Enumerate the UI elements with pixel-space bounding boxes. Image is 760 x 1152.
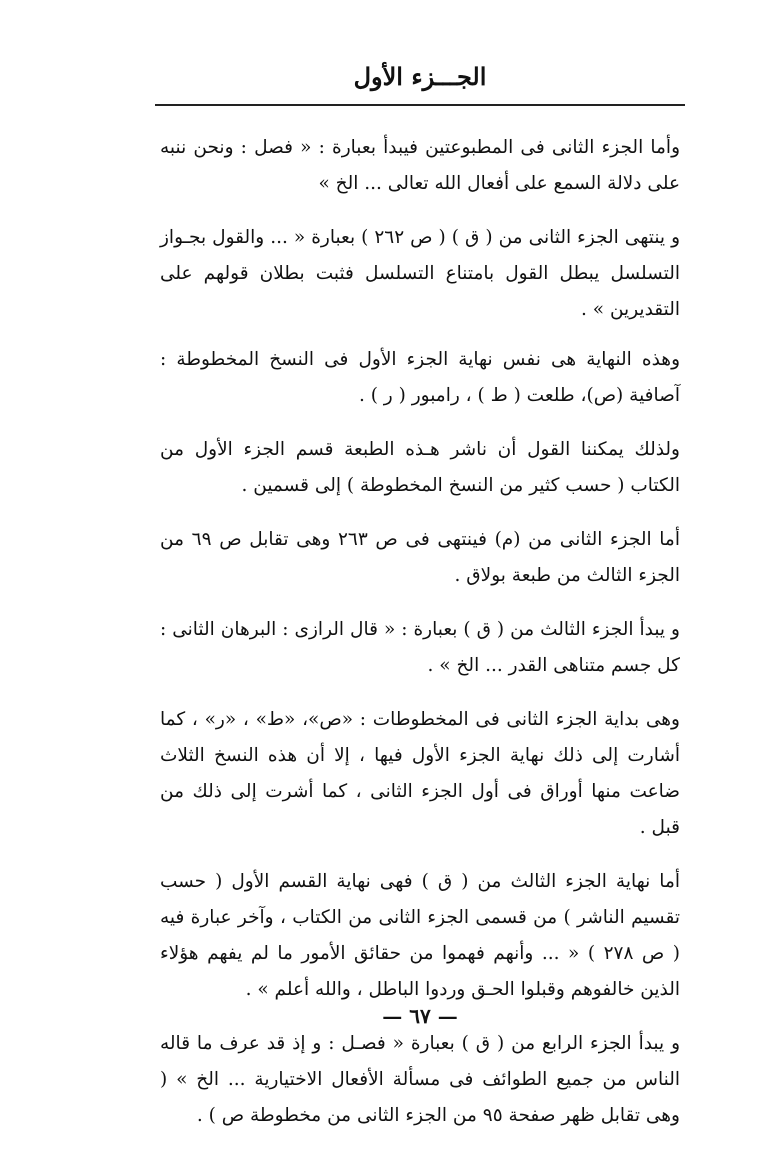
paragraph: وهذه النهاية هى نفس نهاية الجزء الأول فى النسخ المخطوطة : آصافية (ص)، طلعت ( ط ) ، رامبور ( ر ) . xyxy=(160,349,680,406)
paragraph: و يبدأ الجزء الرابع من ( ق ) بعبارة « فصـل : و إذ قد عرف ما قاله الناس من جميع الطوائف فى مسألة الأفعال الاختيارية ... الخ » ( وهى تقابل ظهر صفحة ٩٥ من الجزء الثانى من مخطوطة ص ) . xyxy=(160,1033,680,1126)
body-text xyxy=(160,130,680,1152)
paragraph: أما نهاية الجزء الثالث من ( ق ) فهى نهاية القسم الأول ( حسب تقسيم الناشر ) من قسمى الجزء الثانى من الكتاب ، وآخر عبارة فيه ( ص ٢٧٨ ) « ... وأنهم فهموا من حقائق الأمور ما لم يفهم هؤلاء الذين خالفوهم وقبلوا الحـق وردوا الباطل ، والله أعلم » . xyxy=(160,871,680,1000)
paragraph: و يبدأ الجزء الثالث من ( ق ) بعبارة : « قال الرازى : البرهان الثانى : كل جسم متناهى القدر ... الخ » . xyxy=(160,619,680,676)
page-number: — ٦٧ — xyxy=(382,1004,458,1028)
paragraph: وأما الجزء الثانى فى المطبوعتين فيبدأ بعبارة : « فصل : ونحن ننبه على دلالة السمع على أفعال الله تعالى ... الخ » xyxy=(160,137,680,194)
paragraph: أما الجزء الثانى من (م) فينتهى فى ص ٢٦٣ وهى تقابل ص ٦٩ من الجزء الثالث من طبعة بولاق . xyxy=(160,529,680,586)
paragraph: وهى بداية الجزء الثانى فى المخطوطات : «ص»، «ط» ، «ر» ، كما أشارت إلى ذلك نهاية الجزء الأول فيها ، إلا أن هذه النسخ الثلاث ضاعت منها أوراق فى أول الجزء الثانى ، كما أشرت إلى ذلك من قبل . xyxy=(160,709,680,838)
paragraph: و ينتهى الجزء الثانى من ( ق ) ( ص ٢٦٢ ) بعبارة « ... والقول بجـواز التسلسل يبطل القول بامتناع التسلسل فثبت بطلان قولهم على التقديرين » . xyxy=(160,227,680,320)
header-rule xyxy=(155,104,685,106)
paragraph: ولذلك يمكننا القول أن ناشر هـذه الطبعة قسم الجزء الأول من الكتاب ( حسب كثير من النسخ المخطوطة ) إلى قسمين . xyxy=(160,439,680,496)
running-header: الجـــزء الأول xyxy=(353,62,487,91)
